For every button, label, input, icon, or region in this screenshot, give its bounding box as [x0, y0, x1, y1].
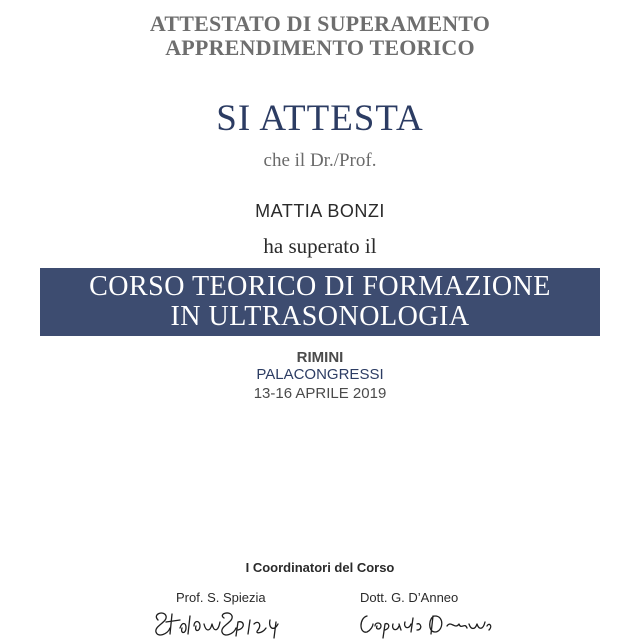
si-attesta-title: SI ATTESTA — [216, 98, 424, 139]
course-banner — [40, 268, 600, 336]
signature-1-image — [150, 608, 290, 640]
event-city: RIMINI — [296, 349, 344, 366]
coordinator-1-name: Prof. S. Spiezia — [176, 590, 266, 605]
certificate-heading-line2: APPRENDIMENTO TEORICO — [165, 35, 475, 60]
intro-text: che il Dr./Prof. — [263, 150, 377, 171]
course-title-line2: IN ULTRASONOLOGIA — [170, 301, 470, 332]
certificate-heading-line1: ATTESTATO DI SUPERAMENTO — [149, 11, 491, 36]
recipient-name: MATTIA BONZI — [255, 201, 385, 221]
event-venue: PALACONGRESSI — [256, 366, 384, 383]
course-title-line1: CORSO TEORICO DI FORMAZIONE — [89, 271, 551, 302]
coordinator-2-name: Dott. G. D’Anneo — [360, 590, 459, 605]
signature-2-image — [355, 608, 495, 640]
coordinators-label: I Coordinatori del Corso — [245, 560, 395, 575]
passed-text: ha superato il — [263, 234, 377, 258]
event-dates: 13-16 APRILE 2019 — [253, 385, 387, 402]
